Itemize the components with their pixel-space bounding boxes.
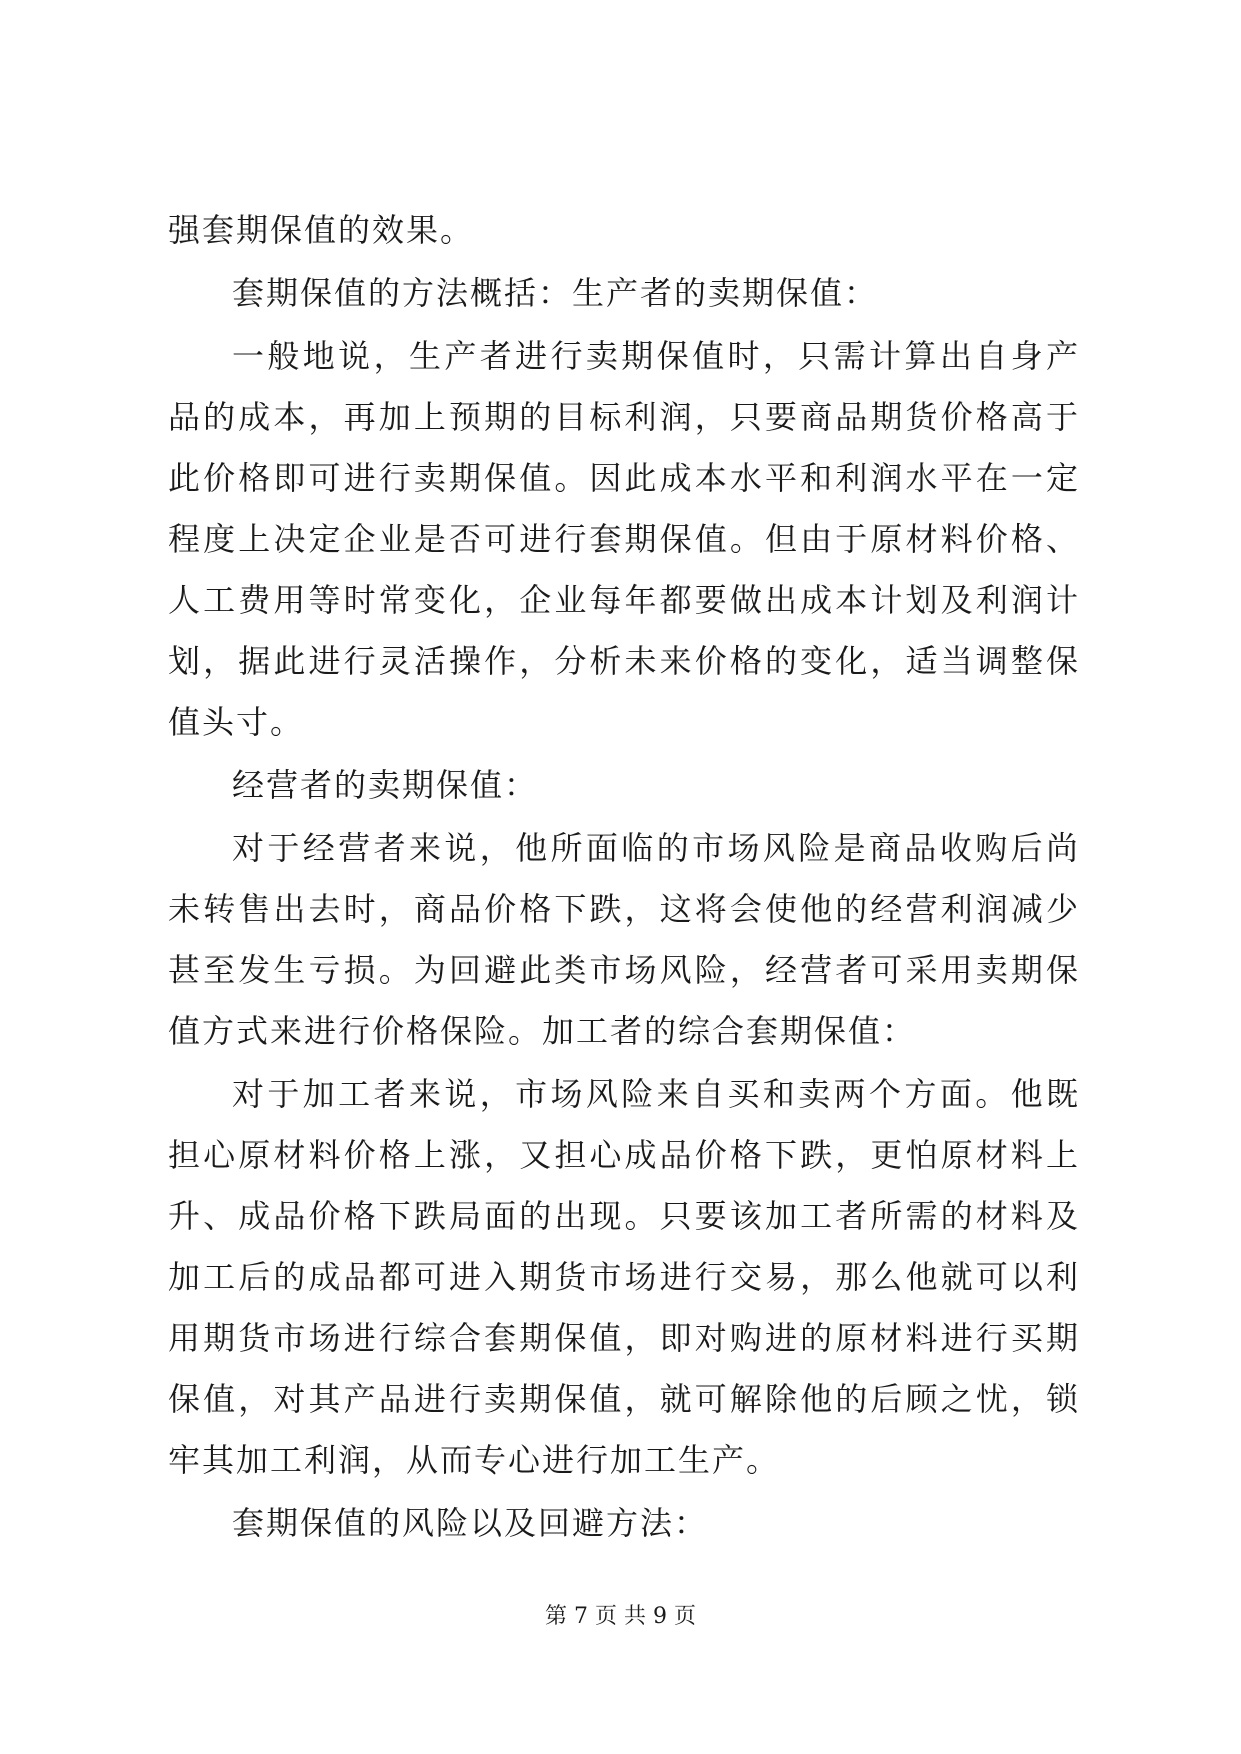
paragraph-7: 套期保值的风险以及回避方法： [232,1504,709,1542]
paragraph-5: 对于经营者来说，他所面临的市场风险是商品收购后尚未转售出去时，商品价格下跌，这将会使他的经营利润减少甚至发生亏损。为回避此类市场风险，经营者可采用卖期保值方式来进行价格保险。加工者的综合套期保值： [168,829,1080,1050]
paragraph-1: 强套期保值的效果。 [168,211,475,249]
paragraph-6: 对于加工者来说，市场风险来自买和卖两个方面。他既担心原材料价格上涨，又担心成品价格下跌，更怕原材料上升、成品价格下跌局面的出现。只要该加工者所需的材料及加工后的成品都可进入期货市场进行交易，那么他就可以利用期货市场进行综合套期保值，即对购进的原材料进行买期保值，对其产品进行卖期保值，就可解除他的后顾之忧，锁牢其加工利润，从而专心进行加工生产。 [168,1075,1080,1479]
document-body [168,200,1080,1554]
paragraph-2: 套期保值的方法概括：生产者的卖期保值： [232,274,879,312]
paragraph-3: 一般地说，生产者进行卖期保值时，只需计算出自身产品的成本，再加上预期的目标利润，只要商品期货价格高于此价格即可进行卖期保值。因此成本水平和利润水平在一定程度上决定企业是否可进行套期保值。但由于原材料价格、人工费用等时常变化，企业每年都要做出成本计划及利润计划，据此进行灵活操作，分析未来价格的变化，适当调整保值头寸。 [168,337,1080,741]
page-footer: 第 7 页 共 9 页 [545,1604,696,1629]
paragraph-4: 经营者的卖期保值： [232,766,539,804]
